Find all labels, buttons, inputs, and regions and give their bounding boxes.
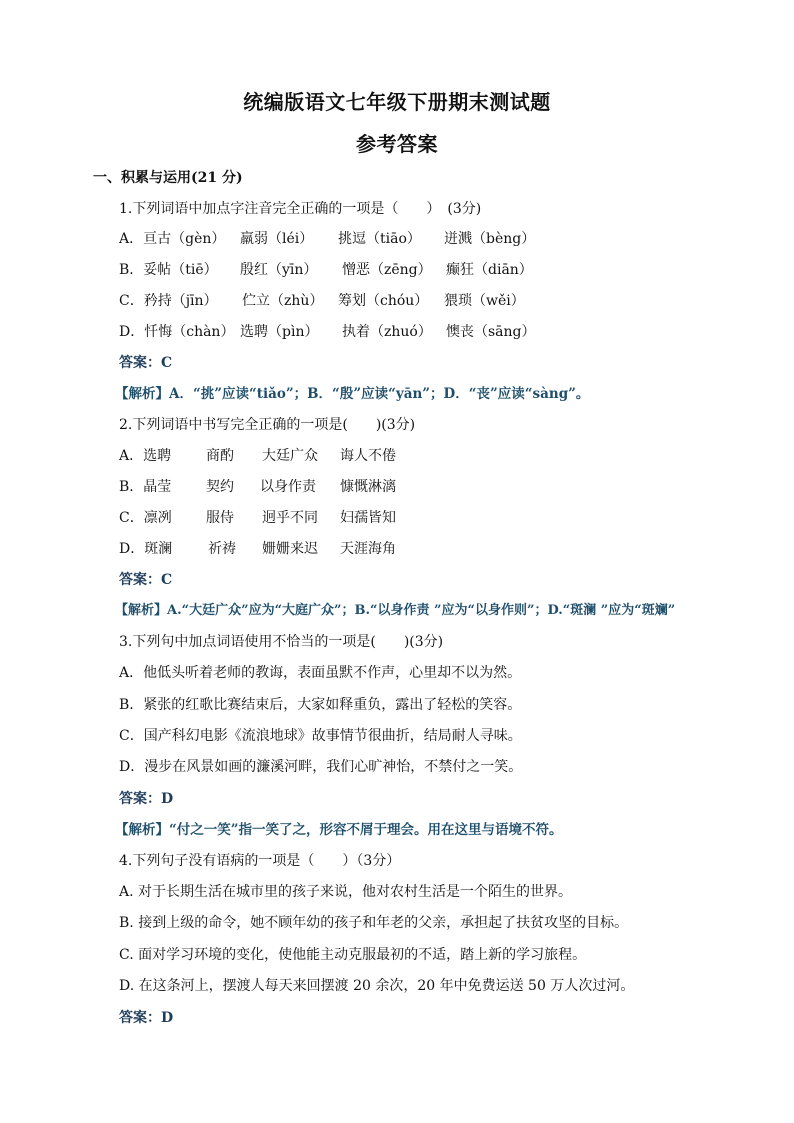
question-2-analysis: 【解析】A.“大廷广众”应为“大庭广众”；B.“以身作责 ”应为“以身作则”；D.“斑澜 ”应为“斑斓”	[115, 603, 676, 618]
question-1-stem: 1.下列词语中加点字注音完全正确的一项是（ ） (3分)	[119, 201, 482, 217]
question-4-option-c: C. 面对学习环境的变化，使他能主动克服最初的不适，踏上新的学习旅程。	[119, 947, 587, 963]
option-item: A．选聘	[119, 448, 172, 464]
option-item: A．亘古（gèn）	[119, 231, 226, 247]
option-item: 迥乎不同	[262, 510, 318, 526]
option-item: 懊丧（sāng）	[446, 324, 536, 340]
question-2-answer: 答案：C	[119, 572, 173, 588]
option-item: 选聘（pìn）	[240, 324, 319, 340]
section-heading: 一、积累与运用(21 分)	[93, 170, 243, 186]
option-item: 姗姗来迟	[262, 541, 318, 557]
option-item: 筹划（chóu）	[338, 293, 429, 309]
option-item: B．妥帖（tiē）	[119, 262, 218, 278]
option-item: 羸弱（léi）	[240, 231, 314, 247]
option-item: B．晶莹	[119, 479, 172, 495]
option-item: 迸溅（bèng）	[444, 231, 536, 247]
question-1-analysis: 【解析】A．“挑”应读“tiǎo”；B．“殷”应读“yān”；D．“丧”应读“sàng”。	[115, 386, 590, 402]
option-item: 诲人不倦	[340, 448, 396, 464]
question-2-stem: 2.下列词语中书写完全正确的一项是( )(3分)	[119, 417, 416, 433]
option-item: 商酌	[206, 448, 234, 464]
document-title: 统编版语文七年级下册期末测试题	[243, 90, 551, 114]
option-item: 殷红（yīn）	[240, 262, 318, 278]
question-3-option-d: D．漫步在风景如画的濂溪河畔，我们心旷神怡，不禁付之一笑。	[119, 759, 523, 775]
option-item: 天涯海角	[340, 541, 396, 557]
document-subtitle: 参考答案	[356, 132, 438, 156]
question-3-stem: 3.下列句中加点词语使用不恰当的一项是( )(3分)	[119, 634, 444, 650]
option-item: D．斑澜	[119, 541, 173, 557]
question-4-option-d: D. 在这条河上，摆渡人每天来回摆渡 20 余次，20 年中免费运送 50 万人次过河。	[119, 978, 635, 994]
option-item: D．忏悔（chàn）	[119, 324, 235, 340]
question-4-stem: 4.下列句子没有语病的一项是（ ）（3分）	[119, 853, 401, 869]
option-item: 以身作责	[260, 479, 316, 495]
option-item: 慷慨淋漓	[340, 479, 396, 495]
option-item: C．凛冽	[119, 510, 172, 526]
option-item: 大廷广众	[262, 448, 318, 464]
question-3-option-a: A．他低头听着老师的教诲，表面虽默不作声，心里却不以为然。	[119, 665, 522, 681]
option-item: C．矜持（jīn）	[119, 293, 218, 309]
option-item: 祈祷	[208, 541, 236, 557]
option-item: 妇孺皆知	[340, 510, 396, 526]
option-item: 挑逗（tiāo）	[338, 231, 421, 247]
option-item: 憎恶（zēng）	[342, 262, 432, 278]
question-1-answer: 答案：C	[119, 355, 173, 371]
option-item: 执着（zhuó）	[342, 324, 432, 340]
question-3-option-b: B．紧张的红歌比赛结束后，大家如释重负，露出了轻松的笑容。	[119, 697, 522, 713]
question-4-option-b: B. 接到上级的命令，她不顾年幼的孩子和年老的父亲，承担起了扶贫攻坚的目标。	[119, 915, 629, 931]
option-item: 契约	[206, 479, 234, 495]
option-item: 癫狂（diān）	[446, 262, 533, 278]
question-3-option-c: C．国产科幻电影《流浪地球》故事情节很曲折，结局耐人寻味。	[119, 728, 522, 744]
option-item: 服侍	[206, 510, 234, 526]
question-4-option-a: A. 对于长期生活在城市里的孩子来说，他对农村生活是一个陌生的世界。	[119, 884, 573, 900]
option-item: 伫立（zhù）	[242, 293, 324, 309]
option-item: 猥琐（wěi）	[444, 293, 525, 309]
question-3-analysis: 【解析】“付之一笑”指一笑了之，形容不屑于理会。用在这里与语境不符。	[115, 822, 563, 838]
question-4-answer: 答案：D	[119, 1010, 174, 1026]
question-3-answer: 答案：D	[119, 791, 174, 807]
